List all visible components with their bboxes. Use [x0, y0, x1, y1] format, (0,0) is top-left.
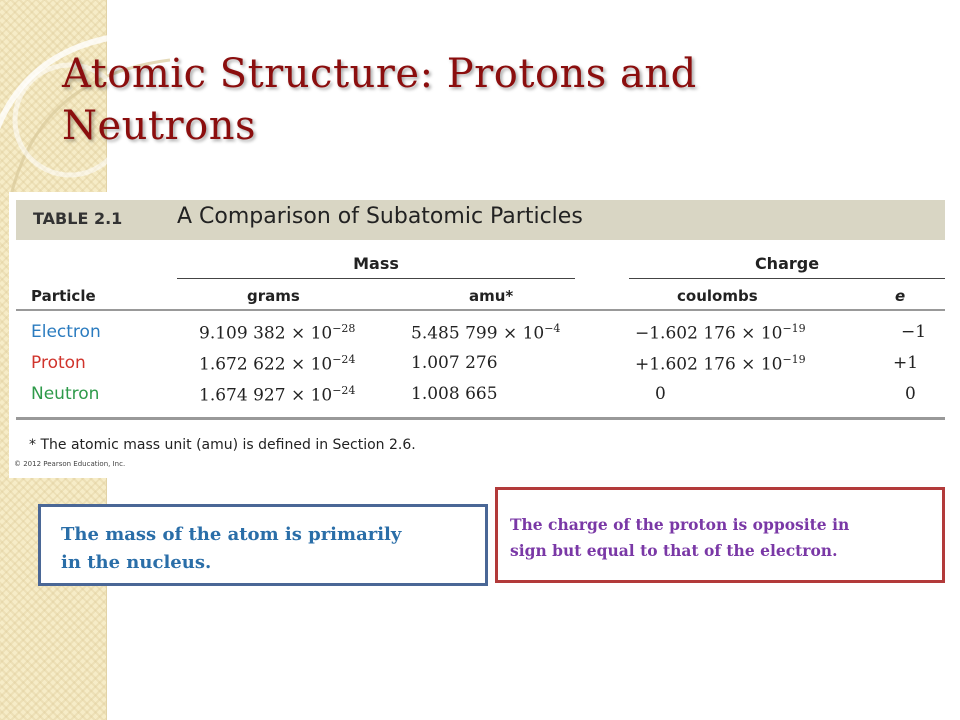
table-number: TABLE 2.1	[33, 209, 123, 228]
footer-rule	[16, 417, 945, 420]
callout-mass-line-1: The mass of the atom is primarily	[61, 524, 402, 545]
column-header-amu: amu*	[469, 287, 514, 305]
column-header-particle: Particle	[31, 287, 96, 305]
row-electron-particle: Electron	[31, 322, 101, 342]
callout-charge-line-2: sign but equal to that of the electron.	[510, 541, 838, 560]
table-footnote: * The atomic mass unit (amu) is defined in Section 2.6.	[29, 437, 416, 453]
row-electron-e: −1	[901, 322, 927, 342]
row-neutron-grams: 1.674 $927 \times 10^{-24}$	[199, 384, 356, 406]
row-proton-particle: Proton	[31, 353, 86, 373]
row-neutron-e: 0	[905, 384, 916, 404]
row-neutron-amu: 1.008 665	[411, 384, 498, 404]
row-proton-amu: 1.007 276	[411, 353, 498, 373]
callout-mass	[38, 504, 488, 586]
callout-mass-line-2: in the nucleus.	[61, 552, 212, 573]
row-proton-coulombs: +1.602 $176 \times 10^{-19}$	[635, 353, 806, 375]
row-neutron-coulombs: 0	[655, 384, 666, 404]
column-header-grams: grams	[247, 287, 300, 305]
column-header-coulombs: coulombs	[677, 287, 758, 305]
slide-title-line-1: Atomic Structure: Protons and	[62, 51, 697, 97]
callout-charge-line-1: The charge of the proton is opposite in	[510, 515, 850, 534]
subatomic-particles-table	[9, 192, 947, 478]
row-neutron-particle: Neutron	[31, 384, 100, 404]
group-header-charge: Charge	[754, 254, 820, 273]
row-proton-e: +1	[893, 353, 919, 373]
group-header-mass: Mass	[353, 254, 399, 273]
slide-title	[62, 48, 862, 152]
slide-title-line-2: Neutrons	[62, 103, 256, 149]
copyright-notice: © 2012 Pearson Education, Inc.	[14, 460, 126, 468]
mass-group-rule	[177, 278, 575, 279]
header-rule	[16, 309, 945, 311]
column-header-e: e	[895, 287, 906, 305]
callout-charge	[495, 487, 945, 583]
row-proton-grams: 1.672 $622 \times 10^{-24}$	[199, 353, 356, 375]
charge-group-rule	[629, 278, 945, 279]
table-caption: A Comparison of Subatomic Particles	[177, 204, 583, 229]
row-electron-coulombs: −1.602 $176 \times 10^{-19}$	[635, 322, 806, 344]
row-electron-grams: 9.109 $382 \times 10^{-28}$	[199, 322, 356, 344]
row-electron-amu: 5.485 $799 \times 10^{-4}$	[411, 322, 561, 344]
